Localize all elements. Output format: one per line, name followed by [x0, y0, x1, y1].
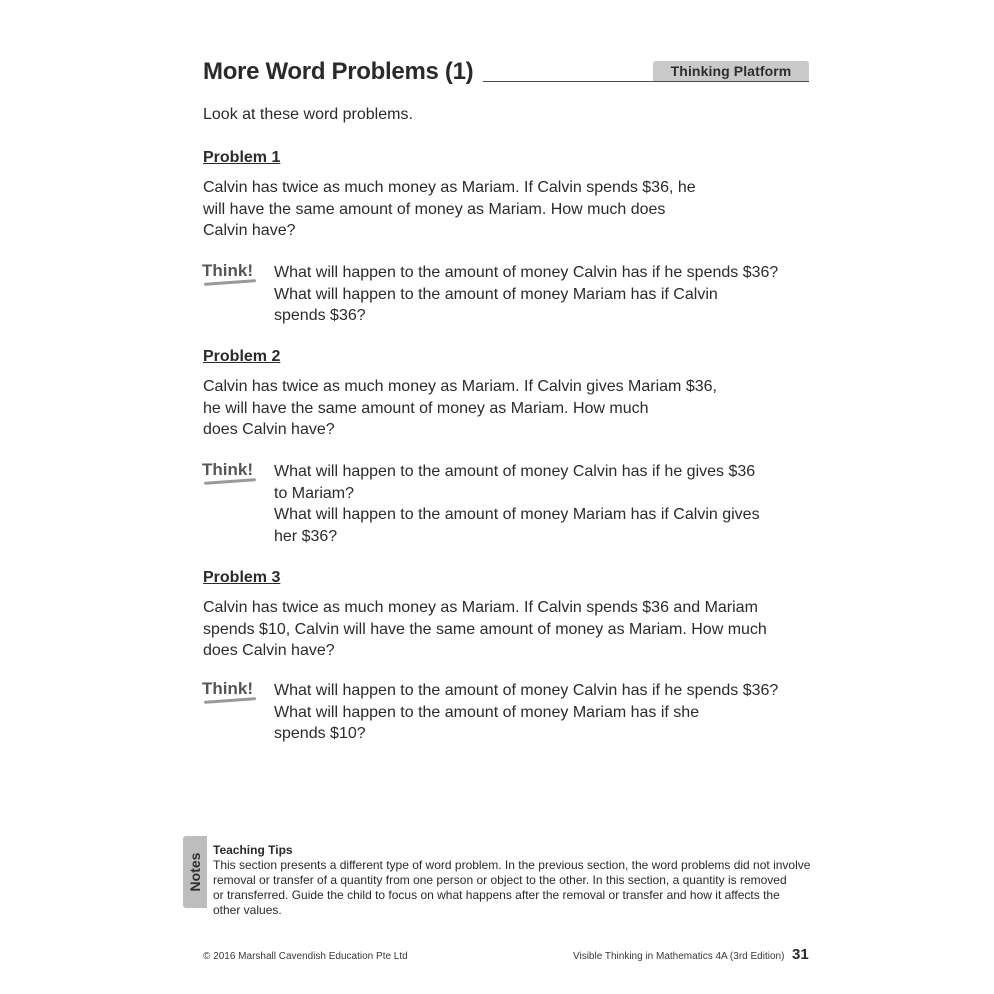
page-number: 31 — [792, 946, 809, 963]
problem-2-line: Calvin has twice as much money as Mariam. If Calvin gives Mariam $36, — [203, 378, 717, 395]
think-badge-icon: Think! — [202, 679, 253, 698]
problem-3-think-text — [274, 680, 778, 745]
problem-2-text — [203, 376, 717, 441]
think-badge-icon: Think! — [202, 261, 253, 280]
book-title: Visible Thinking in Mathematics 4A (3rd Edition) — [573, 951, 785, 962]
problem-2-line: does Calvin have? — [203, 421, 335, 438]
think-line: spends $10? — [274, 725, 366, 742]
problem-3-heading: Problem 3 — [203, 569, 281, 586]
intro-text: Look at these word problems. — [203, 106, 413, 123]
page-title: More Word Problems (1) — [203, 58, 474, 85]
think-line: to Mariam? — [274, 484, 355, 502]
thinking-platform-tab: Thinking Platform — [653, 61, 809, 81]
think-badge-icon: Think! — [202, 460, 253, 479]
teaching-tips-heading: Teaching Tips — [213, 843, 293, 857]
problem-3-text — [203, 597, 767, 662]
tips-line: other values. — [213, 903, 282, 917]
problem-1-line: will have the same amount of money as Mariam. How much does — [203, 200, 666, 218]
think-line: What will happen to the amount of money Calvin has if he gives $36 — [274, 463, 756, 480]
tips-line: or transferred. Guide the child to focus on what happens after the removal or transfer and how it affects the — [213, 888, 780, 902]
problem-2-line: he will have the same amount of money as Mariam. How much — [203, 399, 649, 417]
problem-1-text — [203, 177, 696, 242]
problem-2-heading: Problem 2 — [203, 348, 281, 365]
problem-1-heading: Problem 1 — [203, 149, 281, 166]
think-line: What will happen to the amount of money Mariam has if Calvin gives — [274, 506, 760, 523]
problem-3-line: Calvin has twice as much money as Mariam. If Calvin spends $36 and Mariam — [203, 599, 758, 616]
tips-line: This section presents a different type of word problem. In the previous section, the word problems did not involve — [213, 858, 811, 872]
problem-1-line: Calvin have? — [203, 222, 296, 239]
problem-1-think-text — [274, 262, 778, 327]
teaching-tips-text — [213, 858, 810, 918]
title-rule — [483, 81, 809, 82]
think-line: What will happen to the amount of money Mariam has if Calvin — [274, 285, 718, 303]
problem-3-line: spends $10, Calvin will have the same amount of money as Mariam. How much — [203, 620, 767, 638]
think-line: spends $36? — [274, 307, 366, 324]
think-line: What will happen to the amount of money Mariam has if she — [274, 703, 700, 721]
problem-1-line: Calvin has twice as much money as Mariam. If Calvin spends $36, he — [203, 179, 696, 196]
problem-2-think-text — [274, 461, 760, 547]
think-line: What will happen to the amount of money Calvin has if he spends $36? — [274, 682, 779, 699]
copyright-notice: © 2016 Marshall Cavendish Education Pte Ltd — [203, 951, 408, 962]
notes-tab-label: Notes — [187, 852, 203, 892]
tips-line: removal or transfer of a quantity from one person or object to the other. In this section, a quantity is removed — [213, 873, 787, 887]
problem-3-line: does Calvin have? — [203, 642, 335, 659]
think-line: her $36? — [274, 527, 338, 545]
think-line: What will happen to the amount of money Calvin has if he spends $36? — [274, 264, 779, 281]
